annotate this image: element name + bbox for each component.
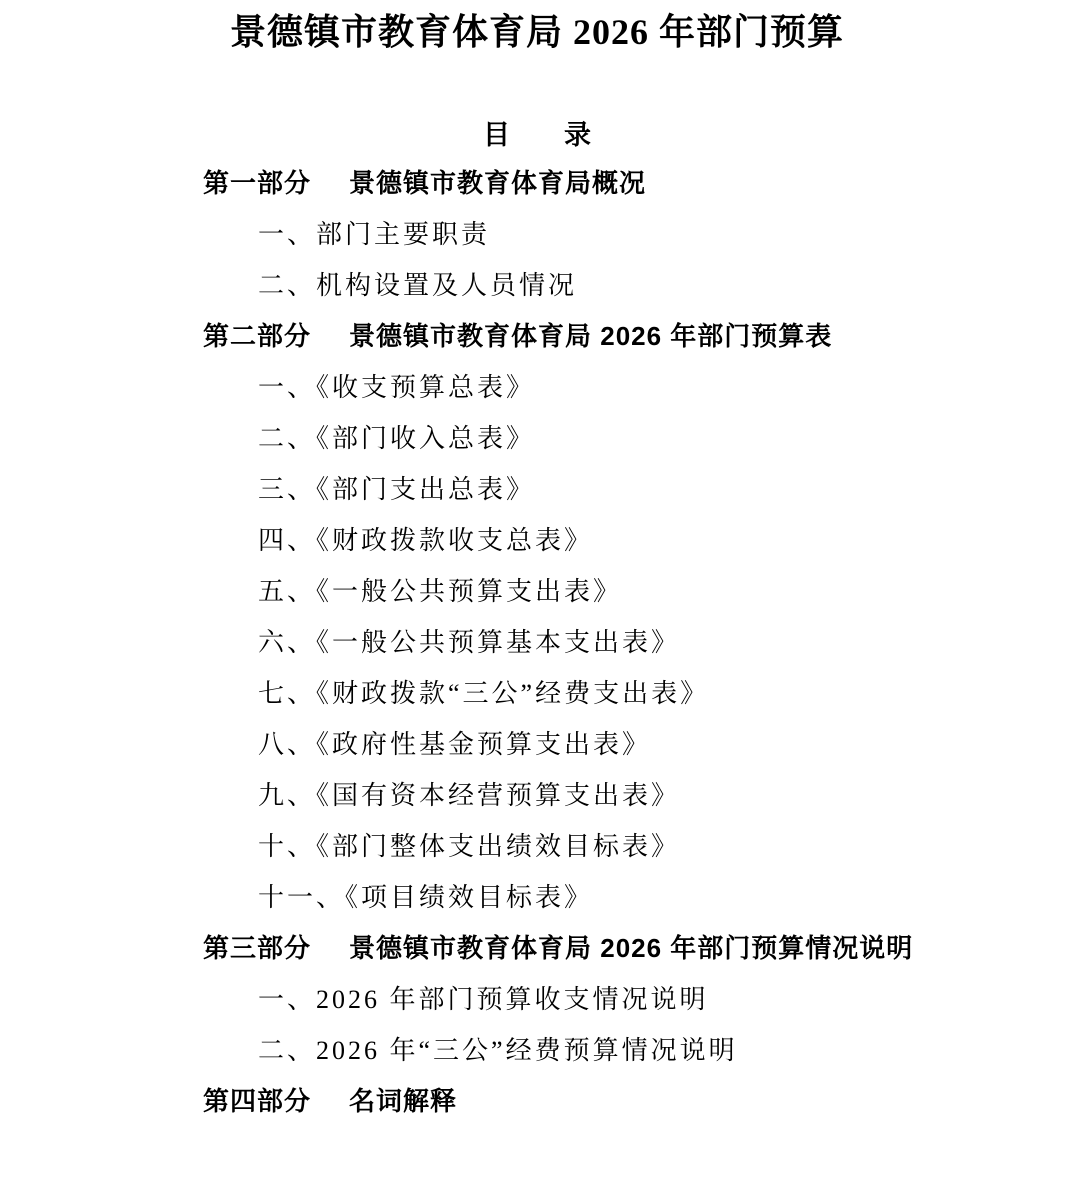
toc-section-heading-2 [203, 311, 1044, 362]
toc-item: 一、部门主要职责 [258, 220, 491, 249]
toc-item: 六、《一般公共预算基本支出表》 [258, 628, 681, 657]
toc-part-title: 景德镇市教育体育局概况 [349, 168, 647, 198]
toc-part-title: 景德镇市教育体育局 2026 年部门预算情况说明 [349, 933, 914, 963]
toc-item: 一、2026 年部门预算收支情况说明 [258, 985, 709, 1014]
toc-item: 一、《收支预算总表》 [258, 373, 536, 402]
toc-item: 十一、《项目绩效目标表》 [258, 883, 594, 912]
toc-item: 四、《财政拨款收支总表》 [258, 526, 594, 555]
toc-section-heading-3 [203, 923, 1044, 974]
toc-item: 八、《政府性基金预算支出表》 [258, 730, 652, 759]
toc-part-title: 名词解释 [349, 1086, 458, 1116]
toc-part-label: 第三部分 [203, 933, 312, 963]
toc-part-label: 第二部分 [203, 321, 312, 351]
toc-section-heading-1 [203, 158, 1044, 209]
toc-item: 三、《部门支出总表》 [258, 475, 536, 504]
toc-item: 七、《财政拨款“三公”经费支出表》 [258, 679, 710, 708]
toc-item: 二、2026 年“三公”经费预算情况说明 [258, 1036, 738, 1065]
toc-item: 十、《部门整体支出绩效目标表》 [258, 832, 681, 861]
toc-part-label: 第一部分 [203, 168, 312, 198]
document-title: 景德镇市教育体育局 2026 年部门预算 [229, 12, 844, 52]
table-of-contents [0, 158, 1074, 1127]
toc-part-title: 景德镇市教育体育局 2026 年部门预算表 [349, 321, 833, 351]
toc-item: 二、《部门收入总表》 [258, 424, 536, 453]
toc-item: 九、《国有资本经营预算支出表》 [258, 781, 681, 810]
toc-item: 二、机构设置及人员情况 [258, 271, 578, 300]
toc-heading: 目 录 [483, 120, 591, 150]
toc-section-heading-4 [203, 1076, 1044, 1127]
toc-item: 五、《一般公共预算支出表》 [258, 577, 623, 606]
toc-part-label: 第四部分 [203, 1086, 312, 1116]
